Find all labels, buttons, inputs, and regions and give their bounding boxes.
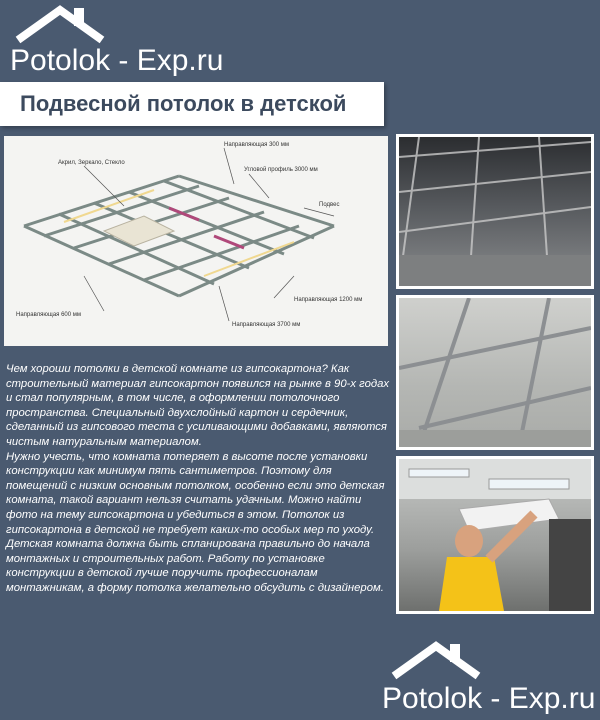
house-roof-icon <box>388 640 498 680</box>
label-guide-3700: Направляющая 3700 мм <box>232 322 301 328</box>
photo-metal-frame-drawing <box>399 137 591 286</box>
label-guide-1200: Направляющая 1200 мм <box>294 297 363 303</box>
article-paragraph-2: Нужно учесть, что комната потеряет в высоте после установки конструкции как минимум пять сантиметров. Поэтому для помещений с низким основным потолком, особенно если это детская комната, такой вариант нельзя считать удачным. Можно найти фото на тему гипсокартона и убедиться в этом. Потолок из гипсокартона в детской не требует каких-то особых мер по уходу. Детская комната должна быть спланирована правильно до начала монтажных и строительных работ. Работу по установке конструкции в детской лучше поручить профессионалам монтажникам, а форму потолка желательно обсудить с дизайнером. <box>6 450 385 594</box>
logo-text: Potolok - Exp.ru <box>382 682 596 715</box>
article-paragraph-1: Чем хороши потолки в детской комнате из гипсокартона? Как строительный материал гипсокартон появился на рынке в 90-х годах и стал популярным, в том числе, в оформлении потолочного пространства. Специальный двухслойный картон и сердечник, сделанный из гипсового теста с усиливающими добавками, являются чистым натуральным материалом. <box>6 363 390 448</box>
label-guide-300: Направляющая 300 мм <box>224 142 290 148</box>
label-angle-3000: Угловой профиль 3000 мм <box>244 167 318 173</box>
ceiling-frame-diagram <box>4 136 388 346</box>
article-text <box>6 362 392 596</box>
page-title: Подвесной потолок в детской <box>20 91 347 116</box>
label-guide-600: Направляющая 600 мм <box>16 312 82 318</box>
label-hanger: Подвес <box>319 202 340 208</box>
photo-worker-installing-drawing <box>399 459 591 611</box>
label-acryl: Акрил, Зеркало, Стекло <box>58 160 125 166</box>
photo-gypsum-panels-drawing <box>399 298 591 447</box>
photo-worker-installing[interactable] <box>396 456 594 614</box>
photo-metal-frame[interactable] <box>396 134 594 289</box>
photo-gypsum-panels[interactable] <box>396 295 594 450</box>
title-banner <box>0 82 384 126</box>
logo-text: Potolok - Exp.ru <box>10 44 224 77</box>
diagram-drawing <box>4 136 388 346</box>
house-roof-icon <box>12 4 122 44</box>
